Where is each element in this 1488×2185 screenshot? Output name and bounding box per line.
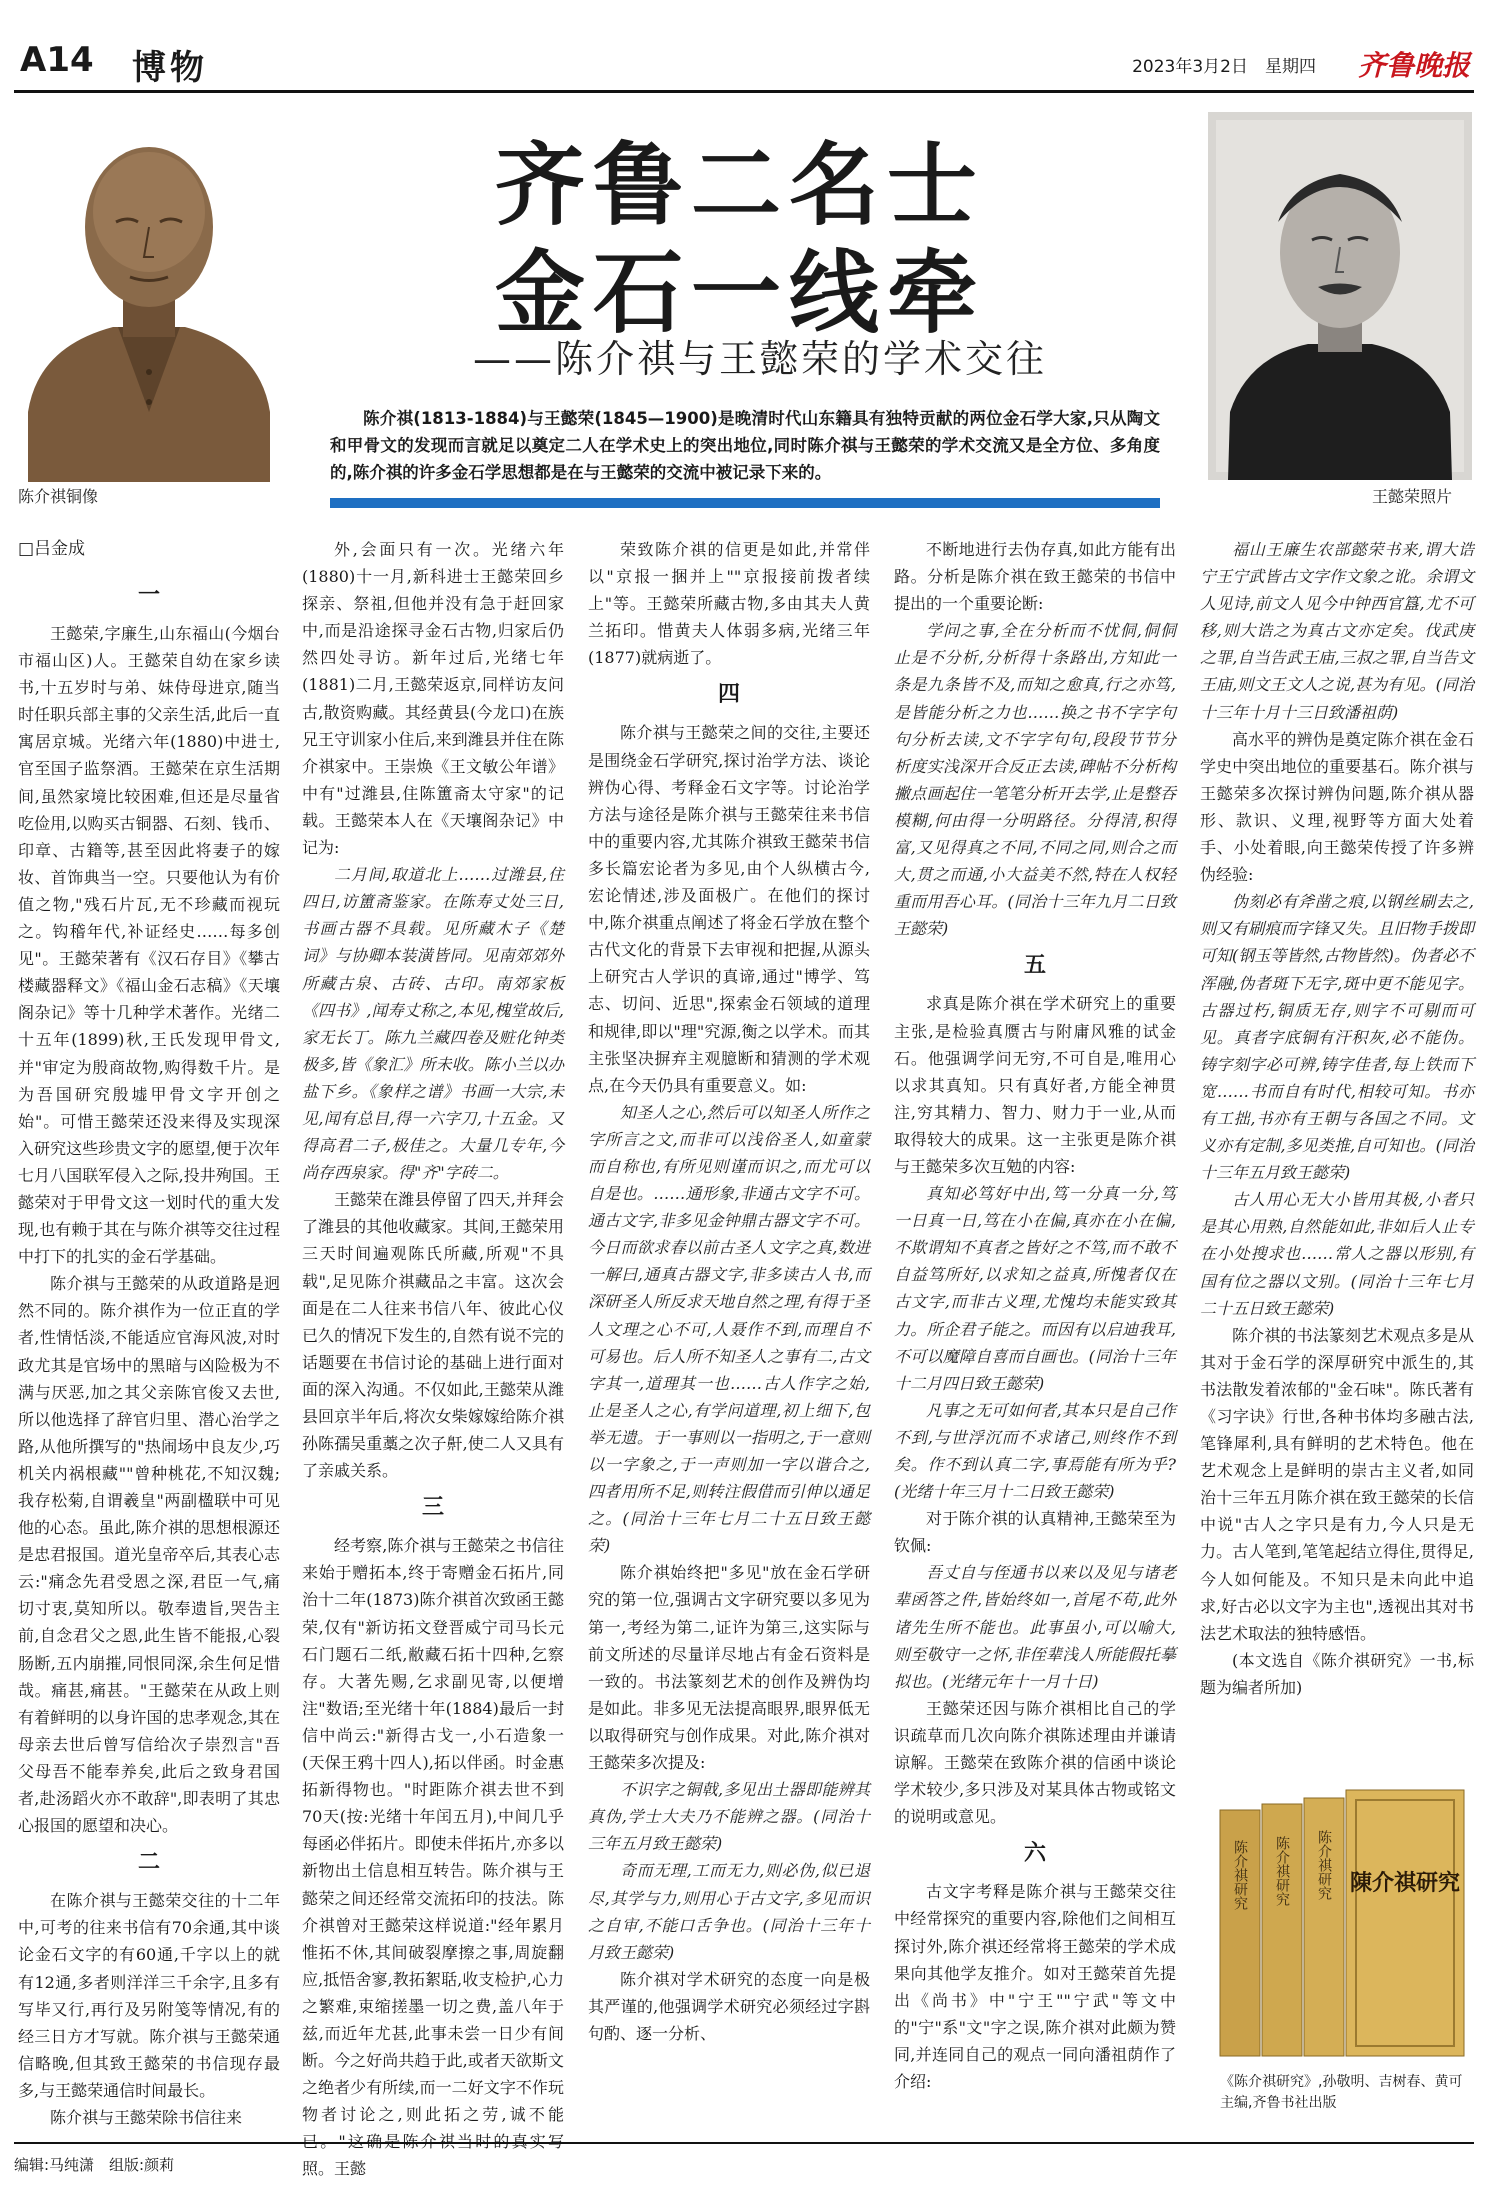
body-paragraph: 经考察,陈介祺与王懿荣之书信往来始于赠拓本,终于寄赠金石拓片,同治十二年(1873)陈介祺首次致函王懿荣,仅有"新访拓文登晋威宁司马长元石门题石二纸,敝藏石拓十四种,乞察存。大著先赐,乞求副见寄,以便增注"数语;至光绪十年(1884)最后一封信中尚云:"新得古戈一,小石造象一(天保王鸦十四人),拓以伴函。时金惠拓新得物也。"时距陈介祺去世不到70天(按:光绪十年闰五月),中间几乎每函必伴拓片。即使未伴拓片,亦多以新物出土信息相互转告。陈介祺与王懿荣之间还经常交流拓印的技法。陈介祺曾对王懿荣这样说道:"经年累月惟拓不休,其间破裂摩擦之事,周旋翻应,抵悟舍寥,教拓絮聒,收支检护,心力之繁难,束缩搓墨一切之费,盖八年于兹,而近年尤甚,此事未尝一日少有间断。今之好尚共趋于此,或者天欲斯文之绝者少有所续,而一二好文字不作玩物者讨论之,则此拓之劳,诚不能已。"这确是陈介祺当时的真实写照。王懿: [302, 1536, 564, 2179]
quoted-passage: 不识字之铜戟,多见出土器即能辨其真伪,学士大夫乃不能辨之器。(同治十三年五月致王懿荣): [588, 1780, 870, 1854]
quoted-passage: 古人用心无大小皆用其极,小者只是其心用熟,自然能如此,非如后人止专在小处搜求也……常人之器以形别,有国有位之器以文别。(同治十三年七月二十五日致王懿荣): [1200, 1190, 1474, 1318]
section-heading: 五: [1023, 953, 1046, 979]
body-paragraph: 陈介祺与王懿荣的从政道路是迥然不同的。陈介祺作为一位正直的学者,性情恬淡,不能适应官海风波,对时政尤其是官场中的黑暗与凶险极为不满与厌恶,加之其父亲陈官俊又去世,所以他选择了辞官归里、潜心治学之路,从他所撰写的"热闹场中良友少,巧机关内祸根藏""曾种桃花,不知汉魏;我存松菊,自谓羲皇"两副楹联中可见他的心态。虽此,陈介祺的思想根源还是忠君报国。道光皇帝卒后,其表心志云:"痛念先君受恩之深,君臣一气,痛切寸衷,莫知所以。敬奉遗旨,哭告主前,自念君父之恩,此生皆不能报,心裂肠断,五内崩摧,同恨同深,余生何足惜哉。痛甚,痛甚。"王懿荣在从政上则有着鲜明的以身许国的忠孝观念,其在母亲去世后曾写信给次子崇烈言"吾父母吾不能奉养矣,此后之致身君国者,赴汤蹈火亦不敢辞",即表明了其忠心报国的愿望和决心。: [18, 1274, 280, 1836]
book-cover-image: [1210, 1780, 1470, 2066]
quoted-passage: 知圣人之心,然后可以知圣人所作之字所言之文,而非可以浅俗圣人,如童蒙而自称也,有所见则谨而识之,而尤可以自是也。……通形象,非通古文字不可。通古文字,非多见金钟鼎古器文字不可。今日而欲求春以前古圣人文字之真,数进一解曰,通真古器文字,非多读古人书,而深研圣人所反求天地自然之理,有得于圣人文理之心不可,人聂作不到,而理自不可易也。后人所不知圣人之事有二,古文字其一,道理其一也……古人作字之始,止是圣人之心,有学问道理,初上细下,包举无遗。于一事则以一指明之,于一意则以一字象之,于一声则加一字以谐合之,四者用所不足,则转注假借而引伸以通足之。(同治十三年七月二十五日致王懿荣): [588, 1102, 870, 1556]
book-cover-title: 陳介祺研究: [1349, 1870, 1461, 1896]
portrait-photo: [1208, 112, 1472, 480]
body-paragraph: 古文字考释是陈介祺与王懿荣交往中经常探究的重要内容,除他们之间相互探讨外,陈介祺还经常将王懿荣的学术成果向其他学友推介。如对王懿荣首先提出《尚书》中"宁王""宁武"等文中的"宁"系"文"字之误,陈介祺对此颇为赞同,并连同自己的观点一同向潘祖荫作了介绍:: [894, 1882, 1176, 2091]
quoted-passage: 福山王廉生农部懿荣书来,谓大诰宁王宁武皆古文字作文象之讹。余谓文人见诗,前文人见今中钟西官簋,尤不可移,则大诰之为真古文亦定矣。伐武庚之罪,自当告武王庙,三叔之罪,自当告文王庙,则文王文人之说,甚为有见。(同治十三年十月十三日致潘祖荫): [1200, 540, 1474, 722]
section-heading: 三: [421, 1495, 444, 1521]
issue-date: 2023年3月2日 星期四: [1132, 57, 1316, 77]
quoted-passage: 伪刻必有斧凿之痕,以钢丝刷去之,则又有刷痕而字锋又失。且旧物手拨即可知(钢玉等皆然,古物皆然)。伪者必不浑融,伪者斑下无字,斑中更不能见字。古器过朽,铜质无存,则字不可剔而可见。真者字底铜有汗积灰,必不能伪。铸字刻字必可辨,铸字佳者,每上铁而下宽……书而自有时代,相较可知。书亦有工拙,书亦有王朝与各国之不同。文义亦有定制,多见类推,自可知也。(同治十三年五月致王懿荣): [1200, 892, 1474, 1183]
book-spine-title-1: 陈介祺研究: [1232, 1840, 1248, 1910]
section-heading: 二: [137, 1850, 160, 1876]
body-paragraph: 陈介祺与王懿荣除书信往来: [50, 2107, 243, 2127]
article-column-4: [894, 536, 1176, 2128]
body-paragraph: 王懿荣还因与陈介祺相比自己的学识疏草而几次向陈介祺陈述理由并谦请谅解。王懿荣在致陈介祺的信函中谈论学术较少,多只涉及对某具体古物或铭文的说明或意见。: [894, 1698, 1176, 1827]
byline: □吕金成: [18, 539, 86, 559]
body-paragraph: 荣致陈介祺的信更是如此,并常伴以"京报一捆并上""京报接前拨者续上"等。王懿荣所藏古物,多由其夫人黄兰拓印。惜黄夫人体弱多病,光绪三年(1877)就病逝了。: [588, 540, 870, 668]
section-heading: 一: [137, 583, 160, 608]
article-column-3: [588, 536, 870, 2128]
body-paragraph: 王懿荣,字廉生,山东福山(今烟台市福山区)人。王懿荣自幼在家乡读书,十五岁时与弟、妹侍母进京,随当时任职兵部主事的父亲生活,此后一直寓居京城。光绪六年(1880)中进士,官至国子监祭酒。王懿荣在京生活期间,虽然家境比较困难,但还是尽量省吃俭用,以购买古铜器、石刻、钱币、印章、古籍等,甚至因此将妻子的嫁妆、首饰典当一空。只要他认为有价值之物,"残石片瓦,无不珍藏而视玩之。钩稽年代,补证经史……每多创见"。王懿荣著有《汉石存目》《攀古楼藏器释文》《福山金石志稿》《天壤阁杂记》等十几种学术著作。光绪二十五年(1899)秋,王氏发现甲骨文,并"审定为殷商故物,购得数千片。是为吾国研究殷墟甲骨文字开创之始"。可惜王懿荣还没来得及实现深入研究这些珍贵文字的愿望,便于次年七月八国联军侵入之际,投井殉国。王懿荣对于甲骨文这一划时代的重大发现,也有赖于其在与陈介祺等交往过程中打下的扎实的金石学基础。: [18, 624, 280, 1267]
body-paragraph: 在陈介祺与王懿荣交往的十二年中,可考的往来书信有70余通,其中谈论金石文字的有60通,千字以上的就有12通,多者则洋洋三千余字,且多有写毕又行,再行及另附笺等情况,有的经三日方才写就。陈介祺与王懿荣通信略晚,但其致王懿荣的书信现存最多,与王懿荣通信时间最长。: [18, 1891, 280, 2100]
portrait-caption: 王懿荣照片: [1372, 487, 1453, 506]
headline-line-2: 金石一线牵: [495, 241, 985, 346]
section-name: 博物: [132, 48, 208, 88]
quoted-passage: 学问之事,全在分析而不忧侗,侗侗止是不分析,分析得十条路出,方知此一条是九条皆不及,而知之愈真,行之亦笃,是皆能分析之力也……换之书不字字句句分析去读,文不字字句句,段段节节分析度实浅深开合反正去读,碑帖不分析构撇点画起住一笔笔分析开去学,止是整吞模糊,何由得一分明路径。分得清,积得富,又见得真之不同,不同之同,则合之而大,贯之而通,小大益美不然,特在人权轻重而用吾心耳。(同治十三年九月二日致王懿荣): [894, 621, 1176, 939]
body-paragraph: 外,会面只有一次。光绪六年(1880)十一月,新科进士王懿荣回乡探亲、祭祖,但他并没有急于赶回家中,而是沿途探寻金石古物,归家后仍然四处寻访。新年过后,光绪七年(1881)二月,王懿荣返京,同样访友问古,散资购藏。其经黄县(今龙口)在族兄王守训家小住后,来到潍县并住在陈介祺家中。王崇焕《王文敏公年谱》中有"过潍县,住陈簠斋太守家"的记载。王懿荣本人在《天壤阁杂记》中记为:: [302, 540, 564, 858]
headline: [300, 132, 1180, 348]
accent-bar: [330, 498, 1160, 508]
header-rule: [14, 90, 1474, 93]
article-column-1: [18, 572, 280, 2128]
quoted-passage: 奇而无理,工而无力,则必伪,似已退尽,其学与力,则用心于古文字,多见而识之自审,不能口舌争也。(同治十三年十月致王懿荣): [588, 1861, 870, 1962]
page-footer: 编辑:马纯潇 组版:颜莉: [14, 2142, 1474, 2175]
newspaper-brand: 齐鲁晚报: [1357, 49, 1470, 82]
subheadline: ——陈介祺与王懿荣的学术交往: [472, 337, 1047, 381]
section-heading: 四: [717, 682, 740, 708]
body-paragraph: 求真是陈介祺在学术研究上的重要主张,是检验真赝古与附庸风雅的试金石。他强调学问无穷,不可自是,唯用心以求其真知。只有真好者,方能全神贯注,穷其精力、智力、财力于一业,从而取得较大的成果。这一主张更是陈介祺与王懿荣多次互勉的内容:: [894, 994, 1176, 1176]
lead-paragraph: 陈介祺(1813-1884)与王懿荣(1845—1900)是晚清时代山东籍具有独特贡献的两位金石学大家,只从陶文和甲骨文的发现而言就足以奠定二人在学术史上的突出地位,同时陈介祺与王懿荣的学术交流又是全方位、多角度的,陈介祺的许多金石学思想都是在与王懿荣的交流中被记录下来的。: [330, 409, 1160, 482]
body-paragraph: 陈介祺的书法篆刻艺术观点多是从其对于金石学的深厚研究中派生的,其书法散发着浓郁的"金石味"。陈氏著有《习字诀》行世,各种书体均多融古法,笔锋犀利,具有鲜明的艺术特色。他在艺术观念上是鲜明的崇古主义者,如同治十三年五月陈介祺在致王懿荣的长信中说"古人之字只是有力,今人只是无力。古人笔到,笔笔起结立得住,贯得足,今人如何能及。不知只是未向此中追求,好古必以文字为主也",透视出其对书法艺术取法的独特感悟。: [1200, 1325, 1474, 1643]
bust-photo: [18, 112, 280, 482]
book-caption: 《陈介祺研究》,孙敬明、吉树春、黄可主编,齐鲁书社出版: [1220, 2074, 1463, 2111]
book-spine-title-3: 陈介祺研究: [1316, 1830, 1332, 1900]
page-header: [14, 0, 1474, 100]
quoted-passage: 凡事之无可如何者,其本只是自己作不到,与世浮沉而不求诸己,则终作不到矣。作不到认真二字,事焉能有所为乎?(光绪十年三月十二日致王懿荣): [894, 1400, 1176, 1502]
body-paragraph: 不断地进行去伪存真,如此方能有出路。分析是陈介祺在致王懿荣的书信中提出的一个重要论断:: [894, 540, 1176, 614]
section-heading: 六: [1023, 1841, 1046, 1867]
quoted-passage: 吾丈自与侄通书以来以及见与诸老辈函答之件,皆始终如一,首尾不苟,此外诸先生所不能也。此事虽小,可以喻大,则至敬守一之怀,非侄辈浅人所能假托摹拟也。(光绪元年十一月十日): [894, 1563, 1176, 1691]
body-paragraph: 王懿荣在潍县停留了四天,并拜会了潍县的其他收藏家。其间,王懿荣用三天时间遍观陈氏所藏,所观"不具载",足见陈介祺藏品之丰富。这次会面是在二人往来书信八年、彼此心仪已久的情况下发生的,自然有说不完的话题要在书信讨论的基础上进行面对面的深入沟通。不仅如此,王懿荣从潍县回京半年后,将次女柴嫁嫁给陈介祺孙陈孺吴重藁之次子鼾,使二人又具有了亲戚关系。: [302, 1190, 564, 1481]
body-paragraph: 高水平的辨伪是奠定陈介祺在金石学史中突出地位的重要基石。陈介祺与王懿荣多次探讨辨伪问题,陈介祺从器形、款识、义理,视野等方面大处着手、小处着眼,向王懿荣传授了许多辨伪经验:: [1200, 729, 1474, 885]
article-column-2: [302, 536, 564, 2179]
body-paragraph: 陈介祺始终把"多见"放在金石学研究的第一位,强调古文字研究要以多见为第一,考经为第二,证许为第三,这实际与前文所述的尽量详尽地占有金石资料是一致的。书法篆刻艺术的创作及辨伪均是如此。非多见无法提高眼界,眼界低无以取得研究与创作成果。对此,陈介祺对王懿荣多次提及:: [588, 1563, 870, 1773]
headline-line-1: 齐鲁二名士: [495, 133, 985, 238]
book-spine-title-2: 陈介祺研究: [1274, 1836, 1290, 1906]
body-paragraph: 陈介祺对学术研究的态度一向是极其严谨的,他强调学术研究必须经过字斟句酌、逐一分析、: [588, 1969, 870, 2043]
quoted-passage: 真知必笃好中出,笃一分真一分,笃一日真一日,笃在小在偏,真亦在小在偏,不欺谓知不真者之皆好之不笃,而不敢不自益笃所好,以求知之益真,所愧者仅在古文字,而非古义理,尤愧均未能实致其力。所企君子能之。而因有以启迪我耳,不可以魔障自喜而自画也。(同治十三年十二月四日致王懿荣): [894, 1184, 1176, 1393]
page-number: A14: [20, 40, 94, 80]
body-paragraph: (本文选自《陈介祺研究》一书,标题为编者所加): [1200, 1650, 1474, 1697]
body-paragraph: 对于陈介祺的认真精神,王懿荣至为钦佩:: [894, 1509, 1176, 1556]
bust-caption: 陈介祺铜像: [18, 487, 99, 506]
body-paragraph: 陈介祺与王懿荣之间的交往,主要还是围绕金石学研究,探讨治学方法、谈论辨伪心得、考释金石文字等。讨论治学方法与途径是陈介祺与王懿荣往来书信中的重要内容,尤其陈介祺致王懿荣书信多长篇宏论者为多见,由个人纵横古今,宏论情述,涉及面极广。在他们的探讨中,陈介祺重点阐述了将金石学放在整个古代文化的背景下去审视和把握,从源头上研究古人学识的真谛,通过"博学、笃志、切问、近思",探索金石领域的道理和规律,即以"理"究源,衡之以学术。而其主张坚决摒弃主观臆断和猜测的学术观点,在今天仍具有重要意义。如:: [588, 723, 870, 1095]
quoted-passage: 二月间,取道北上……过潍县,住四日,访簠斋鉴家。在陈寿丈处三日,书画古器不具载。见所藏木子《楚词》与协卿本装潢皆同。见南郊郊外所藏古泉、古砖、古印。南郊家板《四书》,闻寿丈称之,本见,槐堂故后,家无长丁。陈九兰藏四卷及赃化钟类极多,皆《象汇》所未收。陈小兰以办盐下乡。《象样之谱》书画一大宗,未见,闻有总目,得一六字刀,十五金。又得高君二子,极佳之。大量几专年,今尚存西泉家。得"齐"字砖二。: [302, 865, 564, 1183]
article-column-5: [1200, 536, 1474, 1697]
